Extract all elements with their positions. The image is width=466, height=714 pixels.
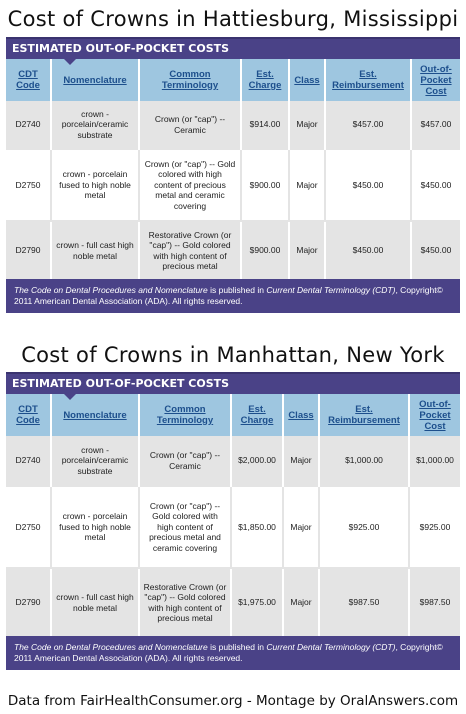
cell-charge: $2,000.00 bbox=[231, 436, 283, 486]
estimated-costs-bar bbox=[6, 372, 460, 394]
cell-nomenclature: crown - porcelain/ceramic substrate bbox=[51, 101, 139, 149]
cell-terminology: Crown (or "cap") -- Ceramic bbox=[139, 436, 231, 486]
cell-class: Major bbox=[289, 149, 325, 221]
estimated-costs-bar bbox=[6, 37, 460, 59]
cell-nomenclature: crown - porcelain fused to high noble metal bbox=[51, 149, 139, 221]
header-cdt-code[interactable]: CDT Code bbox=[6, 394, 51, 436]
header-out-of-pocket[interactable]: Out-of-Pocket Cost bbox=[411, 59, 460, 101]
cell-terminology: Crown (or "cap") -- Gold colored with high content of precious metal and ceramic covering bbox=[139, 149, 241, 221]
header-est-reimbursement[interactable]: Est. Reimbursement bbox=[325, 59, 411, 101]
cell-code: D2790 bbox=[6, 221, 51, 279]
table-row bbox=[6, 486, 460, 568]
header-nomenclature[interactable]: Nomenclature bbox=[51, 59, 139, 101]
cost-table bbox=[6, 394, 460, 636]
cell-code: D2750 bbox=[6, 486, 51, 568]
cell-code: D2740 bbox=[6, 436, 51, 486]
source-credit: Data from FairHealthConsumer.org - Montage by OralAnswers.com bbox=[7, 693, 459, 709]
cell-nomenclature: crown - full cast high noble metal bbox=[51, 568, 139, 636]
header-out-of-pocket[interactable]: Out-of-Pocket Cost bbox=[409, 394, 460, 436]
cell-class: Major bbox=[283, 568, 319, 636]
header-est-charge[interactable]: Est. Charge bbox=[231, 394, 283, 436]
cell-out-of-pocket: $450.00 bbox=[411, 221, 460, 279]
cell-out-of-pocket: $450.00 bbox=[411, 149, 460, 221]
cell-charge: $900.00 bbox=[241, 221, 289, 279]
cell-class: Major bbox=[283, 486, 319, 568]
table-row bbox=[6, 221, 460, 279]
footer-italic-title: The Code on Dental Procedures and Nomenclature bbox=[14, 642, 208, 652]
header-common-terminology[interactable]: Common Terminology bbox=[139, 59, 241, 101]
cell-reimbursement: $925.00 bbox=[319, 486, 409, 568]
section-title-hattiesburg: Cost of Crowns in Hattiesburg, Mississippi bbox=[7, 7, 459, 31]
bar-notch bbox=[64, 59, 76, 65]
cell-charge: $914.00 bbox=[241, 101, 289, 149]
footer-italic-title: The Code on Dental Procedures and Nomenclature bbox=[14, 285, 208, 295]
footer-copyright: , Copyright© 2011 American Dental Association (ADA). All rights reserved. bbox=[14, 285, 443, 306]
header-est-charge[interactable]: Est. Charge bbox=[241, 59, 289, 101]
cost-panel-manhattan bbox=[6, 372, 460, 670]
cell-nomenclature: crown - full cast high noble metal bbox=[51, 221, 139, 279]
cell-nomenclature: crown - porcelain/ceramic substrate bbox=[51, 436, 139, 486]
table-row bbox=[6, 101, 460, 149]
cell-code: D2740 bbox=[6, 101, 51, 149]
cell-terminology: Restorative Crown (or "cap") -- Gold colored with high content of precious metal bbox=[139, 568, 231, 636]
header-nomenclature[interactable]: Nomenclature bbox=[51, 394, 139, 436]
cost-panel-hattiesburg bbox=[6, 37, 460, 313]
cell-terminology: Crown (or "cap") -- Gold colored with high content of precious metal and ceramic covering bbox=[139, 486, 231, 568]
cell-reimbursement: $457.00 bbox=[325, 101, 411, 149]
cell-reimbursement: $1,000.00 bbox=[319, 436, 409, 486]
cell-class: Major bbox=[289, 101, 325, 149]
footer-italic-cdt: Current Dental Terminology (CDT) bbox=[266, 642, 396, 652]
header-class[interactable]: Class bbox=[289, 59, 325, 101]
bar-notch bbox=[64, 394, 76, 400]
footer-text: is published in bbox=[207, 285, 267, 295]
cell-class: Major bbox=[289, 221, 325, 279]
cell-code: D2750 bbox=[6, 149, 51, 221]
cell-terminology: Crown (or "cap") -- Ceramic bbox=[139, 101, 241, 149]
cell-code: D2790 bbox=[6, 568, 51, 636]
header-est-reimbursement[interactable]: Est. Reimbursement bbox=[319, 394, 409, 436]
table-header-row bbox=[6, 59, 460, 101]
header-class[interactable]: Class bbox=[283, 394, 319, 436]
table-row bbox=[6, 436, 460, 486]
cell-terminology: Restorative Crown (or "cap") -- Gold colored with high content of precious metal bbox=[139, 221, 241, 279]
cell-out-of-pocket: $457.00 bbox=[411, 101, 460, 149]
table-row bbox=[6, 149, 460, 221]
footer-copyright: , Copyright© 2011 American Dental Association (ADA). All rights reserved. bbox=[14, 642, 443, 663]
cell-nomenclature: crown - porcelain fused to high noble metal bbox=[51, 486, 139, 568]
cell-reimbursement: $450.00 bbox=[325, 149, 411, 221]
bar-label: ESTIMATED OUT-OF-POCKET COSTS bbox=[12, 42, 230, 55]
cell-charge: $1,850.00 bbox=[231, 486, 283, 568]
cell-out-of-pocket: $1,000.00 bbox=[409, 436, 460, 486]
footer-italic-cdt: Current Dental Terminology (CDT) bbox=[266, 285, 396, 295]
cell-reimbursement: $450.00 bbox=[325, 221, 411, 279]
copyright-footer bbox=[6, 279, 460, 313]
bar-label: ESTIMATED OUT-OF-POCKET COSTS bbox=[12, 377, 230, 390]
cost-table bbox=[6, 59, 460, 279]
header-common-terminology[interactable]: Common Terminology bbox=[139, 394, 231, 436]
header-cdt-code[interactable]: CDT Code bbox=[6, 59, 51, 101]
cell-charge: $900.00 bbox=[241, 149, 289, 221]
cell-reimbursement: $987.50 bbox=[319, 568, 409, 636]
table-row bbox=[6, 568, 460, 636]
section-title-manhattan: Cost of Crowns in Manhattan, New York bbox=[21, 343, 445, 367]
cell-out-of-pocket: $987.50 bbox=[409, 568, 460, 636]
table-header-row bbox=[6, 394, 460, 436]
cell-charge: $1,975.00 bbox=[231, 568, 283, 636]
copyright-footer bbox=[6, 636, 460, 670]
cell-class: Major bbox=[283, 436, 319, 486]
footer-text: is published in bbox=[207, 642, 267, 652]
cell-out-of-pocket: $925.00 bbox=[409, 486, 460, 568]
